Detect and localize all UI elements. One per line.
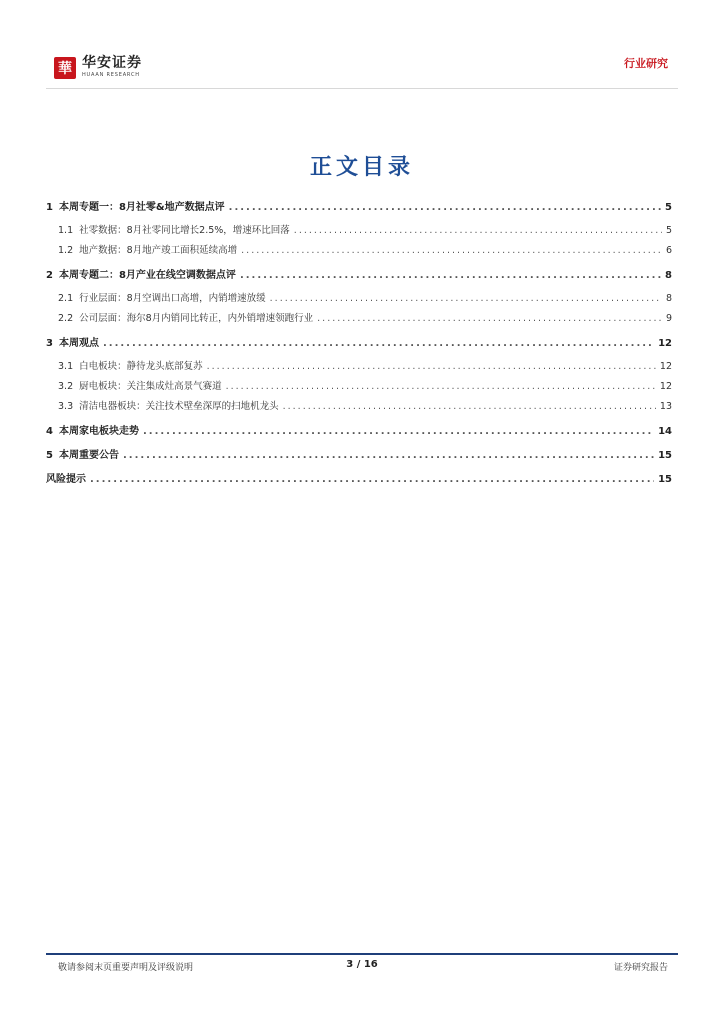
logo-seal-icon: 華	[54, 57, 76, 79]
company-logo	[54, 56, 142, 79]
toc-entry-number: 1	[46, 202, 53, 213]
toc-entry-level2[interactable]	[46, 378, 672, 392]
toc-entry-page: 6	[665, 245, 672, 256]
toc-entry-number: 1.2	[58, 245, 74, 256]
footer-report-type: 证券研究报告	[613, 963, 668, 973]
toc-entry-page: 5	[665, 225, 672, 236]
toc-entry-title: 社零数据：8月社零同比增长2.5%，增速环比回落	[79, 225, 290, 236]
toc-entry-number: 3	[46, 338, 53, 349]
toc-dot-leader	[103, 338, 654, 349]
toc-entry-title: 地产数据：8月地产竣工面积延续高增	[79, 245, 238, 256]
toc-entry-number: 3.1	[58, 361, 74, 372]
toc-dot-leader	[294, 225, 662, 236]
toc-dot-leader	[123, 450, 654, 461]
toc-dot-leader	[226, 381, 656, 392]
toc-entry-level1[interactable]	[46, 334, 672, 349]
toc-entry-title: 白电板块：静待龙头底部复苏	[79, 361, 203, 372]
page-header	[0, 0, 724, 90]
toc-entry-number: 3.3	[58, 401, 74, 412]
toc-dot-leader	[241, 245, 662, 256]
toc-entry-level2[interactable]	[46, 358, 672, 372]
toc-entry-page: 15	[658, 474, 672, 485]
section-label: 行业研究	[624, 57, 668, 70]
footer-disclaimer: 敬请参阅末页重要声明及评级说明	[58, 963, 194, 973]
toc-entry-number: 2.1	[58, 293, 74, 304]
toc-entry-title: 本周专题一：8月社零&地产数据点评	[58, 202, 225, 213]
toc-entry-title: 清洁电器板块：关注技术壁垒深厚的扫地机龙头	[79, 401, 279, 412]
toc-entry-page: 13	[659, 401, 672, 412]
toc-entry-level2[interactable]	[46, 398, 672, 412]
toc-entry-page: 8	[665, 293, 672, 304]
toc-entry-title: 本周家电板块走势	[58, 426, 139, 437]
toc-entry-number: 2	[46, 270, 53, 281]
toc-entry-title: 本周观点	[58, 338, 99, 349]
header-divider	[46, 88, 678, 89]
toc-entry-page: 9	[665, 313, 672, 324]
toc-entry-level2[interactable]	[46, 310, 672, 324]
toc-entry-page: 12	[658, 338, 672, 349]
toc-dot-leader	[143, 426, 654, 437]
toc-entry-level1[interactable]	[46, 446, 672, 461]
logo-text	[82, 56, 142, 79]
toc-entry-number: 1.1	[58, 225, 74, 236]
toc-dot-leader	[283, 401, 656, 412]
toc-dot-leader	[317, 313, 662, 324]
toc-entry-page: 15	[658, 450, 672, 461]
toc-title: 正文目录	[309, 154, 414, 180]
logo-chinese-name: 华安证券	[82, 55, 142, 71]
toc-entry-level1[interactable]	[46, 198, 672, 213]
toc-dot-leader	[90, 474, 654, 485]
toc-entry-page: 8	[665, 270, 672, 281]
toc-entry-page: 12	[659, 361, 672, 372]
toc-entry-level1[interactable]	[46, 470, 672, 485]
toc-entry-title: 本周专题二：8月产业在线空调数据点评	[58, 270, 236, 281]
page-indicator: 3 / 16	[346, 959, 378, 970]
footer-divider	[46, 953, 678, 955]
toc-dot-leader	[240, 270, 661, 281]
toc-entry-level1[interactable]	[46, 422, 672, 437]
toc-entry-page: 14	[658, 426, 672, 437]
toc-entry-number: 2.2	[58, 313, 74, 324]
toc-entry-number: 5	[46, 450, 53, 461]
toc-entry-page: 12	[659, 381, 672, 392]
toc-entry-title: 厨电板块：关注集成灶高景气赛道	[79, 381, 222, 392]
toc-entry-level2[interactable]	[46, 222, 672, 236]
toc-entry-level1[interactable]	[46, 266, 672, 281]
logo-english-name: HUAAN RESEARCH	[82, 72, 140, 78]
toc-entry-number: 4	[46, 426, 53, 437]
toc-entry-page: 5	[665, 202, 672, 213]
toc-dot-leader	[207, 361, 656, 372]
toc-entry-title: 本周重要公告	[58, 450, 119, 461]
toc-entry-number: 3.2	[58, 381, 74, 392]
toc-dot-leader	[270, 293, 662, 304]
toc-entry-title: 行业层面：8月空调出口高增，内销增速放缓	[79, 293, 266, 304]
toc-entry-title: 公司层面：海尔8月内销同比转正，内外销增速领跑行业	[79, 313, 314, 324]
toc-entry-level2[interactable]	[46, 290, 672, 304]
toc-entry-level2[interactable]	[46, 242, 672, 256]
toc-entry-title: 风险提示	[46, 474, 86, 485]
toc-dot-leader	[229, 202, 661, 213]
